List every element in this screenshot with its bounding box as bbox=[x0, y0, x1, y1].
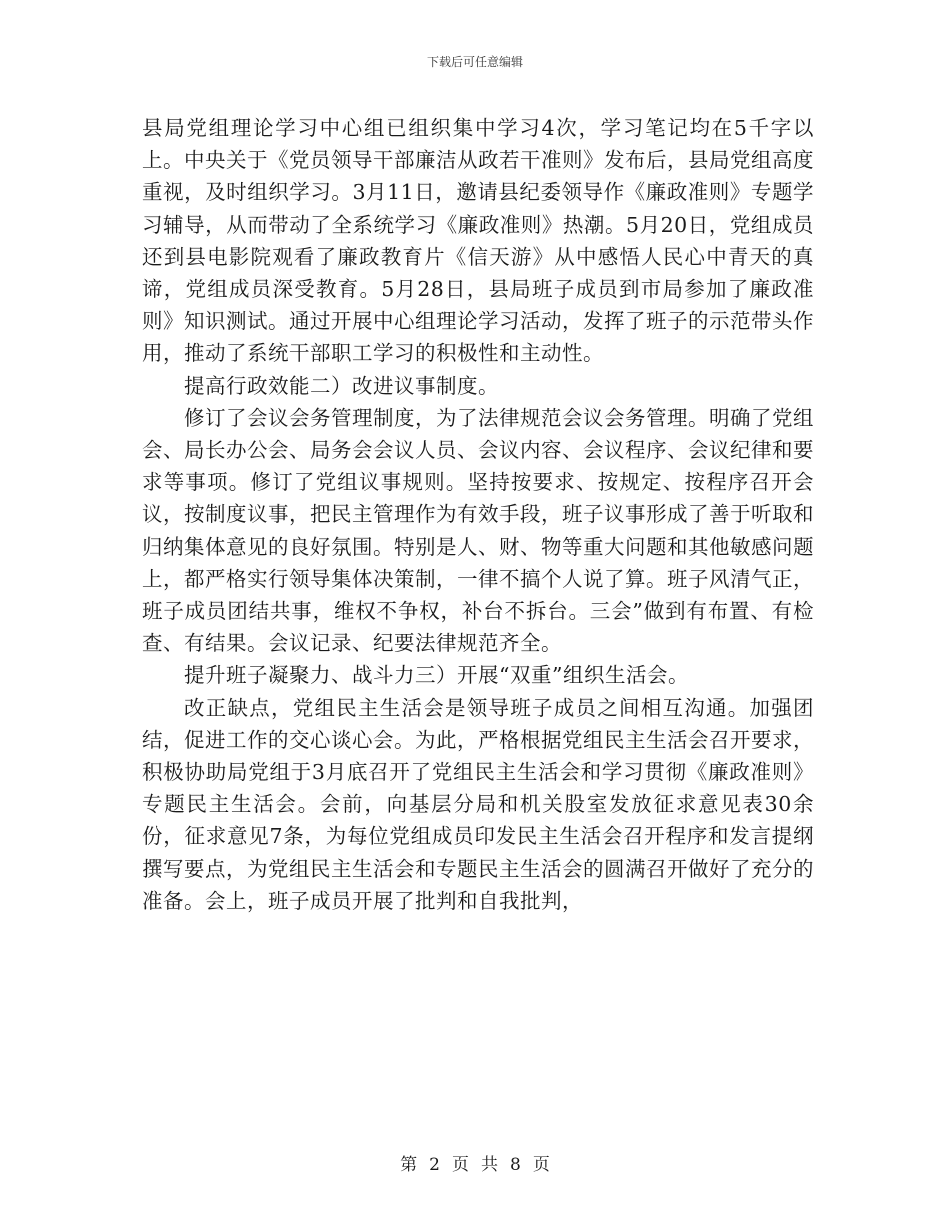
page-header: 下载后可任意编辑 bbox=[426, 55, 523, 69]
footer-label-di: 第 bbox=[400, 1155, 418, 1175]
section-heading-life-meeting: 提升班子凝聚力、战斗力三）开展“双重”组织生活会。 bbox=[184, 663, 689, 688]
paragraph-meeting-system: 修订了会议会务管理制度，为了法律规范会议会务管理。明确了党组会、局长办公会、局务会会议人员、会议内容、会议程序、会议纪律和要求等事项。修订了党组议事规则。坚持按要求、按规定、按程序召开会议，按制度议事，把民主管理作为有效手段，班子议事形成了善于听取和归纳集体意见的良好氛围。特别是人、财、物等重大问题和其他敏感问题上，都严格实行领导集体决策制，一律不搞个人说了算。班子风清气正，班子成员团结共事，维权不争权，补台不拆台。三会”做到有布置、有检查、有结果。会议记录、纪要法律规范齐全。 bbox=[142, 405, 814, 656]
paragraph-study: 县局党组理论学习中心组已组织集中学习4次，学习笔记均在5千字以上。中央关于《党员领导干部廉洁从政若干准则》发布后，县局党组高度重视，及时组织学习。3月11日，邀请县纪委领导作《廉政准则》专题学习辅导，从而带动了全系统学习《廉政准则》热潮。5月20日，党组成员还到县电影院观看了廉政教育片《信天游》从中感悟人民心中青天的真谛，党组成员深受教育。5月28日，县局班子成员到市局参加了廉政准则》知识测试。通过开展中心组理论学习活动，发挥了班子的示范带头作用，推动了系统干部职工学习的积极性和主动性。 bbox=[142, 116, 814, 366]
page-footer bbox=[0, 1154, 950, 1176]
paragraph-life-meeting: 改正缺点，党组民主生活会是领导班子成员之间相互沟通。加强团结，促进工作的交心谈心会。为此，严格根据党组民主生活会召开要求，积极协助局党组于3月底召开了党组民主生活会和学习贯彻《廉政准则》专题民主生活会。会前，向基层分局和机关股室发放征求意见表30余份，征求意见7条，为每位党组成员印发民主生活会召开程序和发言提纲撰写要点，为党组民主生活会和专题民主生活会的圆满召开做好了充分的准备。会上，班子成员开展了批判和自我批判， bbox=[142, 695, 814, 913]
footer-label-ye-end: 页 bbox=[532, 1155, 550, 1175]
document-body bbox=[142, 112, 814, 917]
footer-current-page: 2 bbox=[429, 1155, 440, 1175]
footer-label-ye: 页 bbox=[452, 1155, 469, 1175]
footer-label-gong: 共 bbox=[481, 1155, 498, 1175]
footer-total-pages: 8 bbox=[510, 1155, 521, 1175]
section-heading-meeting-system: 提高行政效能二）改进议事制度。 bbox=[184, 373, 499, 398]
